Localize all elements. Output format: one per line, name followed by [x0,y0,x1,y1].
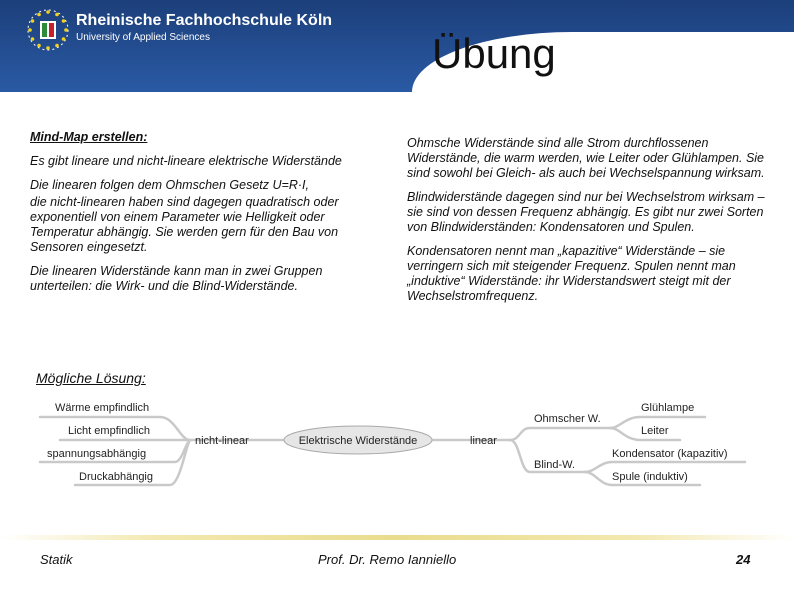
left-paragraph-1: Es gibt lineare und nicht-lineare elektrische Widerstände [30,154,342,168]
page-number: 24 [736,552,751,567]
university-subtitle: University of Applied Sciences [76,32,210,43]
center-label: Elektrische Widerstände [298,435,418,447]
nonlinear-item-1: Wärme empfindlich [55,402,150,414]
linear-label: linear [470,435,497,447]
footer-course: Statik [40,552,73,567]
university-name: Rheinische Fachhochschule Köln [76,12,333,29]
ohmsch-item-1: Glühlampe [641,402,695,414]
right-paragraph-3: Kondensatoren nennt man „kapazitive“ Widerstände – sie verringern sich mit steigender Frequenz. Spulen nennt man „induktive“ Widerstände: ihr Widerstandswert steigt mit der Wechselstromfrequenz. [407,244,736,303]
footer-divider [0,535,794,540]
branch-ohmsch [510,428,610,440]
nonlinear-label: nicht-linear [195,435,249,447]
nonlinear-item-3: spannungsabhängig [47,448,147,460]
university-logo-icon [26,8,70,52]
ohmsch-label: Ohmscher W. [534,413,601,425]
footer-author: Prof. Dr. Remo Ianniello [318,552,457,567]
nonlinear-item-4: Druckabhängig [79,471,153,483]
blind-item-2: Spule (induktiv) [612,471,688,483]
left-column [30,130,382,303]
solution-label: Mögliche Lösung: [36,370,146,386]
right-paragraph-1: Ohmsche Widerstände sind alle Strom durchflossenen Widerstände, die warm werden, wie Leiter oder Glühlampen. Sie sind sowohl bei Gleich- als auch bei Wechselspannung wirksam. [407,136,765,180]
slide-title: Übung [432,30,556,77]
right-column [407,136,767,313]
blind-item-1: Kondensator (kapazitiv) [612,448,728,460]
nonlinear-item-2: Licht empfindlich [68,425,150,437]
ohmsch-item-2: Leiter [641,425,669,437]
mindmap-diagram [0,390,794,490]
left-paragraph-4: Die linearen Widerstände kann man in zwei Gruppen unterteilen: die Wirk- und die Blind-Widerstände. [30,264,323,293]
blind-label: Blind-W. [534,459,575,471]
left-paragraph-3: die nicht-linearen haben sind dagegen quadratisch oder exponentiell von einem Parameter wie Helligkeit oder Temperatur abhängig. Sie werden gern für den Bau von Sensoren eingesetzt. [30,195,339,254]
left-paragraph-2: Die linearen folgen dem Ohmschen Gesetz U=R·I, [30,178,309,192]
mindmap-heading: Mind-Map erstellen: [30,130,148,144]
right-paragraph-2: Blindwiderstände dagegen sind nur bei Wechselstrom wirksam – sie sind von dessen Frequenz abhängig. Es gibt nur zwei Sorten von Blindwiderständen: Kondensatoren und Spulen. [407,190,765,234]
